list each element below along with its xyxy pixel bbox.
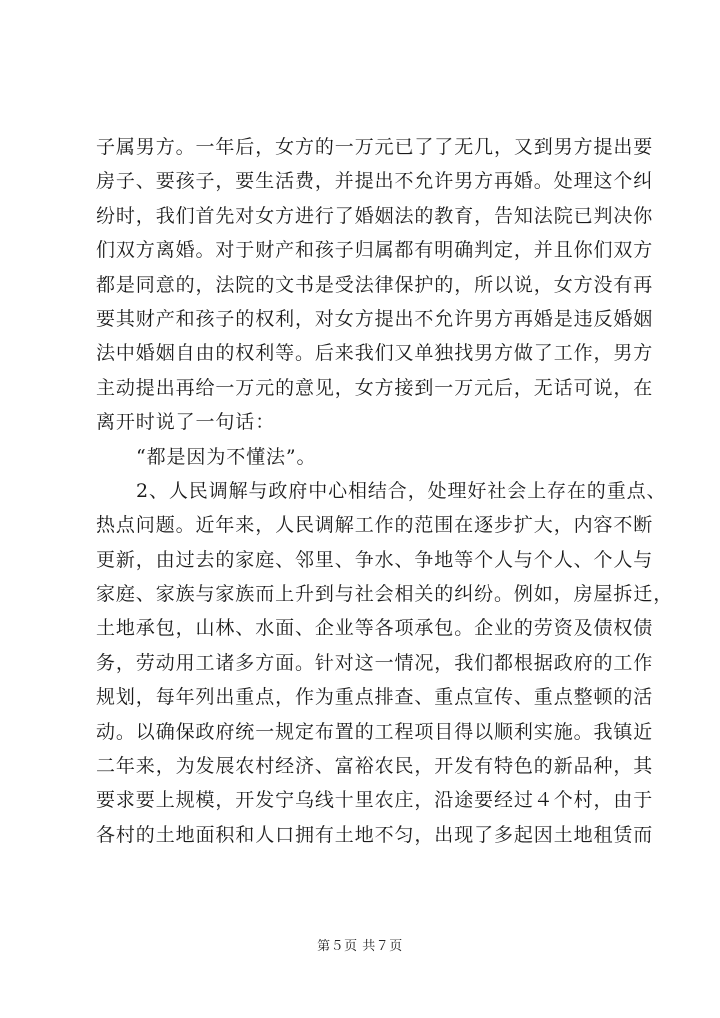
text-line: 土地承包，山林、水面、企业等各项承包。企业的劳资及债权债 <box>96 617 654 640</box>
text-line: 规划，每年列出重点，作为重点排查、重点宣传、重点整顿的活 <box>96 686 654 709</box>
text-line: 离开时说了一句话： <box>96 411 276 434</box>
paragraph-start-line: 2、人民调解与政府中心相结合，处理好社会上存在的重点、 <box>136 479 667 502</box>
text-line: 都是同意的，法院的文书是受法律保护的，所以说，女方没有再 <box>96 273 654 296</box>
text-line: 主动提出再给一万元的意见，女方接到一万元后，无话可说，在 <box>96 376 654 399</box>
text-line: 各村的土地面积和人口拥有土地不匀，出现了多起因土地租赁而 <box>96 823 654 846</box>
text-line: 务，劳动用工诸多方面。针对这一情况，我们都根据政府的工作 <box>96 651 654 674</box>
text-line: 家庭、家族与家族而上升到与社会相关的纠纷。例如，房屋拆迁， <box>96 583 674 606</box>
text-line: 二年来，为发展农村经济、富裕农民，开发有特色的新品种，其 <box>96 755 654 778</box>
text-line: 要其财产和孩子的权利，对女方提出不允许男方再婚是违反婚姻 <box>96 307 654 330</box>
page-footer: 第５页 共７页 <box>317 939 403 954</box>
text-line: 动。以确保政府统一规定布置的工程项目得以顺利实施。我镇近 <box>96 720 654 743</box>
text-line: 要求要上规模，开发宁乌线十里农庄，沿途要经过４个村，由于 <box>96 789 654 812</box>
text-line: 子属男方。一年后，女方的一万元已了了无几，又到男方提出要 <box>96 136 654 158</box>
text-line: 法中婚姻自由的权利等。后来我们又单独找男方做了工作，男方 <box>96 342 654 365</box>
text-line: 热点问题。近年来，人民调解工作的范围在逐步扩大，内容不断 <box>96 514 654 537</box>
text-line: 更新，由过去的家庭、邻里、争水、争地等个人与个人、个人与 <box>96 548 654 571</box>
text-line: 房子、要孩子，要生活费，并提出不允许男方再婚。处理这个纠 <box>96 170 654 193</box>
text-line: 纷时，我们首先对女方进行了婚姻法的教育，告知法院已判决你 <box>96 204 654 227</box>
body-text <box>96 130 674 852</box>
quote-line: “都是因为不懂法”。 <box>136 445 317 468</box>
text-line: 们双方离婚。对于财产和孩子归属都有明确判定，并且你们双方 <box>96 239 654 262</box>
